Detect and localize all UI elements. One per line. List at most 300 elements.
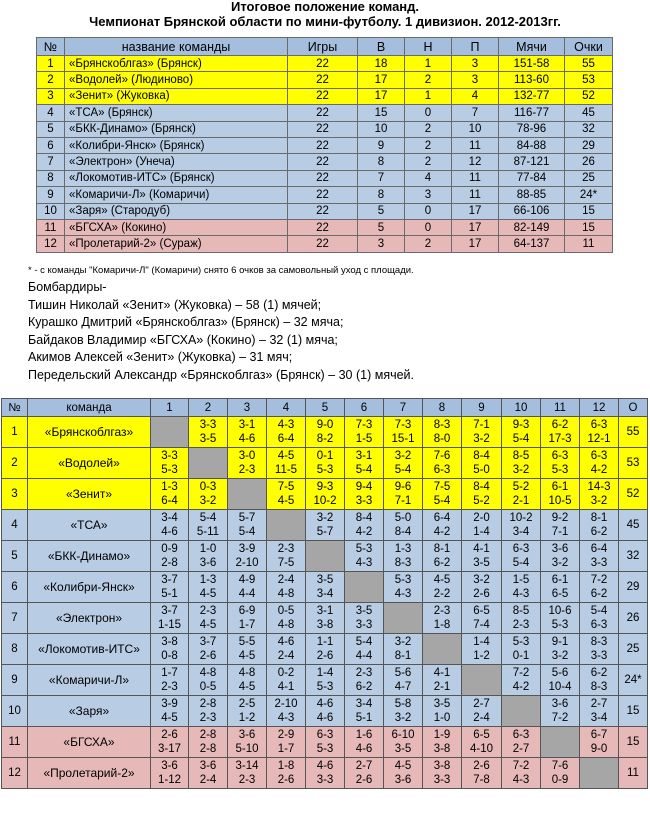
score-home-leg: 5-7 xyxy=(238,512,256,524)
standings-cell: 11 xyxy=(452,137,499,153)
score-home-leg: 2-3 xyxy=(433,605,451,617)
matrix-header-cell: команда xyxy=(28,399,151,417)
score-home-leg: 5-2 xyxy=(512,481,530,493)
matrix-score-cell xyxy=(345,541,384,572)
score-away-leg: 2-2 xyxy=(433,588,451,600)
matrix-diagonal-cell xyxy=(267,510,306,541)
standings-cell: «Заря» (Стародуб) xyxy=(65,203,288,219)
score-away-leg: 4-2 xyxy=(433,526,451,538)
score-home-leg: 2-8 xyxy=(199,698,217,710)
matrix-score-cell xyxy=(541,417,580,448)
score-home-leg: 0-5 xyxy=(277,605,295,617)
score-home-leg: 1-3 xyxy=(199,574,217,586)
matrix-score-cell xyxy=(541,541,580,572)
matrix-row xyxy=(2,479,648,510)
score-away-leg: 5-3 xyxy=(551,619,569,631)
matrix-score-cell xyxy=(189,696,228,727)
score-away-leg: 3-3 xyxy=(316,774,334,786)
standings-cell: 22 xyxy=(288,105,358,121)
score-home-leg: 3-1 xyxy=(238,419,256,431)
score-away-leg: 3-6 xyxy=(199,557,217,569)
matrix-row-number: 11 xyxy=(2,727,28,758)
score-away-leg: 4-3 xyxy=(512,588,530,600)
matrix-score-cell xyxy=(189,758,228,789)
matrix-row-number: 2 xyxy=(2,448,28,479)
matrix-score-cell xyxy=(541,603,580,634)
score-home-leg: 6-3 xyxy=(316,729,334,741)
matrix-row xyxy=(2,572,648,603)
score-away-leg: 6-3 xyxy=(590,619,608,631)
score-away-leg: 5-1 xyxy=(161,588,178,600)
score-home-leg: 5-6 xyxy=(551,667,569,679)
matrix-score-cell xyxy=(423,603,462,634)
score-home-leg: 6-3 xyxy=(551,450,569,462)
score-home-leg: 4-8 xyxy=(199,667,217,679)
score-home-leg: 3-9 xyxy=(161,698,178,710)
standings-cell: 2 xyxy=(405,154,452,170)
score-away-leg: 2-7 xyxy=(512,743,530,755)
standings-cell: 7 xyxy=(37,154,65,170)
score-away-leg: 2-6 xyxy=(277,774,295,786)
matrix-score-cell xyxy=(423,696,462,727)
matrix-score-cell xyxy=(306,696,345,727)
standings-cell: 10 xyxy=(452,121,499,137)
standings-cell: 29 xyxy=(565,137,613,153)
score-home-leg: 1-0 xyxy=(199,543,217,555)
score-home-leg: 0-1 xyxy=(316,450,334,462)
matrix-row xyxy=(2,727,648,758)
standings-cell: 53 xyxy=(565,72,613,88)
matrix-score-cell xyxy=(580,479,619,510)
matrix-header-cell: № xyxy=(2,399,28,417)
matrix-score-cell xyxy=(384,758,423,789)
score-away-leg: 2-3 xyxy=(238,774,256,786)
matrix-score-cell xyxy=(267,665,306,696)
score-home-leg: 8-3 xyxy=(433,419,451,431)
matrix-score-cell xyxy=(502,665,541,696)
score-home-leg: 1-3 xyxy=(394,543,412,555)
standings-row xyxy=(37,88,613,104)
matrix-points: 45 xyxy=(619,510,648,541)
standings-cell: 22 xyxy=(288,219,358,235)
score-away-leg: 7-8 xyxy=(473,774,490,786)
matrix-row xyxy=(2,758,648,789)
score-away-leg: 6-3 xyxy=(433,464,451,476)
scorer-line: Передельский Александр «Брянскоблгаз» (Брянск) – 30 (1) мячей. xyxy=(28,367,415,382)
matrix-row-number: 10 xyxy=(2,696,28,727)
matrix-score-cell xyxy=(580,727,619,758)
matrix-header-cell: 9 xyxy=(462,399,502,417)
matrix-score-cell xyxy=(502,417,541,448)
score-home-leg: 6-5 xyxy=(473,605,490,617)
standings-cell: 8 xyxy=(358,187,405,203)
score-away-leg: 2-6 xyxy=(199,650,217,662)
matrix-team-name: «Брянскоблгаз» xyxy=(28,417,151,448)
score-away-leg: 1-0 xyxy=(433,712,451,724)
standings-cell: 22 xyxy=(288,137,358,153)
score-away-leg: 0-9 xyxy=(551,774,569,786)
standings-cell: 17 xyxy=(452,203,499,219)
matrix-score-cell xyxy=(228,572,267,603)
score-away-leg: 3-3 xyxy=(355,619,373,631)
matrix-row-number: 1 xyxy=(2,417,28,448)
matrix-score-cell xyxy=(541,696,580,727)
score-home-leg: 6-10 xyxy=(391,729,415,741)
matrix-team-name: «Локомотив-ИТС» xyxy=(28,634,151,665)
matrix-header-cell: 6 xyxy=(345,399,384,417)
standings-cell: 5 xyxy=(358,203,405,219)
matrix-team-name: «Зенит» xyxy=(28,479,151,510)
score-away-leg: 4-7 xyxy=(394,681,412,693)
scorer-line: Акимов Алексей «Зенит» (Жуковка) – 31 мяч; xyxy=(28,350,293,364)
matrix-score-cell xyxy=(306,758,345,789)
score-away-leg: 3-4 xyxy=(512,526,530,538)
score-away-leg: 3-8 xyxy=(316,619,334,631)
score-away-leg: 12-1 xyxy=(587,433,611,445)
score-away-leg: 4-3 xyxy=(512,774,530,786)
standings-cell: 3 xyxy=(405,187,452,203)
standings-cell: 151-58 xyxy=(499,56,565,72)
standings-cell: 22 xyxy=(288,72,358,88)
standings-cell: «Электрон» (Унеча) xyxy=(65,154,288,170)
matrix-row-number: 3 xyxy=(2,479,28,510)
matrix-team-name: «Электрон» xyxy=(28,603,151,634)
standings-header-cell: П xyxy=(452,38,499,56)
standings-header-cell: название команды xyxy=(65,38,288,56)
matrix-score-cell xyxy=(502,510,541,541)
score-home-leg: 3-1 xyxy=(316,605,334,617)
score-home-leg: 4-5 xyxy=(277,450,295,462)
standings-cell: 2 xyxy=(405,236,452,252)
score-home-leg: 2-10 xyxy=(274,698,298,710)
matrix-score-cell xyxy=(151,603,189,634)
matrix-row xyxy=(2,448,648,479)
score-home-leg: 8-4 xyxy=(473,481,490,493)
matrix-score-cell xyxy=(423,510,462,541)
score-away-leg: 3-2 xyxy=(512,464,530,476)
standings-cell: 25 xyxy=(565,170,613,186)
score-home-leg: 6-1 xyxy=(551,481,569,493)
standings-cell: 66-106 xyxy=(499,203,565,219)
score-away-leg: 5-2 xyxy=(473,495,490,507)
score-away-leg: 6-2 xyxy=(590,526,608,538)
standings-cell: 17 xyxy=(358,72,405,88)
matrix-score-cell xyxy=(267,572,306,603)
score-away-leg: 6-4 xyxy=(277,433,295,445)
score-away-leg: 2-3 xyxy=(238,464,256,476)
score-home-leg: 9-1 xyxy=(551,636,569,648)
standings-cell: 26 xyxy=(565,154,613,170)
standings-cell: 52 xyxy=(565,88,613,104)
matrix-score-cell xyxy=(502,541,541,572)
score-home-leg: 8-1 xyxy=(590,512,608,524)
score-home-leg: 3-5 xyxy=(355,605,373,617)
matrix-score-cell xyxy=(345,479,384,510)
score-home-leg: 5-3 xyxy=(355,543,373,555)
standings-cell: 8 xyxy=(358,154,405,170)
score-home-leg: 7-6 xyxy=(551,760,569,772)
score-away-leg: 10-2 xyxy=(313,495,337,507)
matrix-score-cell xyxy=(306,510,345,541)
score-home-leg: 5-4 xyxy=(199,512,217,524)
score-home-leg: 10-6 xyxy=(548,605,572,617)
matrix-score-cell xyxy=(189,541,228,572)
matrix-row xyxy=(2,510,648,541)
score-away-leg: 4-2 xyxy=(355,526,373,538)
score-away-leg: 3-2 xyxy=(199,495,217,507)
matrix-score-cell xyxy=(462,510,502,541)
score-home-leg: 0-9 xyxy=(161,543,178,555)
matrix-score-cell xyxy=(189,572,228,603)
standings-cell: 2 xyxy=(405,121,452,137)
score-home-leg: 8-1 xyxy=(433,543,451,555)
matrix-header-cell: 1 xyxy=(151,399,189,417)
matrix-score-cell xyxy=(151,727,189,758)
matrix-score-cell xyxy=(306,572,345,603)
page-subtitle: Чемпионат Брянской области по мини-футболу. 1 дивизион. 2012-2013гг. xyxy=(89,14,561,29)
matrix-score-cell xyxy=(345,696,384,727)
matrix-score-cell xyxy=(189,417,228,448)
standings-cell: 2 xyxy=(37,72,65,88)
score-away-leg: 3-5 xyxy=(473,557,490,569)
score-home-leg: 2-9 xyxy=(277,729,295,741)
score-away-leg: 7-5 xyxy=(277,557,295,569)
matrix-row-number: 6 xyxy=(2,572,28,603)
matrix-header-cell: 11 xyxy=(541,399,580,417)
score-away-leg: 9-0 xyxy=(590,743,608,755)
matrix-score-cell xyxy=(384,510,423,541)
matrix-score-cell xyxy=(541,572,580,603)
standings-cell: 0 xyxy=(405,219,452,235)
score-home-leg: 3-6 xyxy=(199,760,217,772)
standings-cell: «Водолей» (Людиново) xyxy=(65,72,288,88)
matrix-score-cell xyxy=(502,448,541,479)
standings-cell: 77-84 xyxy=(499,170,565,186)
matrix-row-number: 4 xyxy=(2,510,28,541)
score-away-leg: 4-2 xyxy=(590,464,608,476)
score-home-leg: 6-3 xyxy=(512,543,530,555)
score-away-leg: 5-4 xyxy=(512,557,530,569)
score-home-leg: 1-6 xyxy=(355,729,373,741)
matrix-score-cell xyxy=(267,696,306,727)
matrix-score-cell xyxy=(502,758,541,789)
score-away-leg: 1-5 xyxy=(355,433,373,445)
score-away-leg: 6-2 xyxy=(433,557,451,569)
matrix-row-number: 7 xyxy=(2,603,28,634)
score-away-leg: 10-5 xyxy=(548,495,572,507)
matrix-score-cell xyxy=(462,603,502,634)
score-home-leg: 0-3 xyxy=(199,481,217,493)
matrix-score-cell xyxy=(189,510,228,541)
matrix-score-cell xyxy=(228,510,267,541)
matrix-header-cell: 12 xyxy=(580,399,619,417)
standings-header-cell: Мячи xyxy=(499,38,565,56)
matrix-score-cell xyxy=(189,634,228,665)
standings-cell: 11 xyxy=(452,170,499,186)
score-home-leg: 3-5 xyxy=(316,574,334,586)
score-home-leg: 4-9 xyxy=(238,574,256,586)
matrix-score-cell xyxy=(345,603,384,634)
standings-header-row xyxy=(37,38,613,56)
matrix-header-cell: 10 xyxy=(502,399,541,417)
standings-row xyxy=(37,56,613,72)
standings-cell: 22 xyxy=(288,88,358,104)
standings-cell: 55 xyxy=(565,56,613,72)
score-away-leg: 3-2 xyxy=(590,495,608,507)
score-home-leg: 2-8 xyxy=(199,729,217,741)
standings-cell: 15 xyxy=(565,203,613,219)
matrix-team-name: «ТСА» xyxy=(28,510,151,541)
matrix-score-cell xyxy=(151,510,189,541)
matrix-score-cell xyxy=(267,758,306,789)
matrix-score-cell xyxy=(502,479,541,510)
standings-cell: 17 xyxy=(452,236,499,252)
matrix-score-cell xyxy=(462,696,502,727)
score-home-leg: 9-0 xyxy=(316,419,334,431)
score-home-leg: 2-5 xyxy=(238,698,256,710)
matrix-score-cell xyxy=(384,727,423,758)
score-away-leg: 1-15 xyxy=(157,619,182,631)
standings-cell: 22 xyxy=(288,56,358,72)
score-away-leg: 7-1 xyxy=(394,495,412,507)
standings-cell: 10 xyxy=(37,203,65,219)
score-home-leg: 1-4 xyxy=(316,667,334,679)
standings-cell: 8 xyxy=(37,170,65,186)
matrix-score-cell xyxy=(423,572,462,603)
standings-cell: 17 xyxy=(452,219,499,235)
matrix-points: 55 xyxy=(619,417,648,448)
matrix-score-cell xyxy=(306,603,345,634)
score-home-leg: 3-6 xyxy=(161,760,178,772)
score-home-leg: 9-6 xyxy=(394,481,412,493)
matrix-diagonal-cell xyxy=(541,727,580,758)
standings-cell: 22 xyxy=(288,170,358,186)
matrix-diagonal-cell xyxy=(502,696,541,727)
score-away-leg: 4-4 xyxy=(238,588,256,600)
standings-cell: 5 xyxy=(358,219,405,235)
matrix-score-cell xyxy=(580,696,619,727)
standings-cell: 2 xyxy=(405,72,452,88)
scorer-line: Байдаков Владимир «БГСХА» (Кокино) – 32 (1) мяча; xyxy=(28,332,338,347)
score-away-leg: 2-1 xyxy=(433,681,451,693)
matrix-score-cell xyxy=(151,541,189,572)
score-away-leg: 4-3 xyxy=(277,712,295,724)
score-home-leg: 3-2 xyxy=(473,574,490,586)
standings-cell: 87-121 xyxy=(499,154,565,170)
score-home-leg: 3-2 xyxy=(316,512,334,524)
matrix-score-cell xyxy=(502,603,541,634)
score-home-leg: 7-1 xyxy=(473,419,490,431)
matrix-score-cell xyxy=(502,727,541,758)
matrix-score-cell xyxy=(541,448,580,479)
matrix-score-cell xyxy=(345,448,384,479)
matrix-score-cell xyxy=(384,541,423,572)
score-away-leg: 2-8 xyxy=(161,557,178,569)
score-home-leg: 6-4 xyxy=(433,512,451,524)
score-home-leg: 5-6 xyxy=(394,667,412,679)
matrix-row xyxy=(2,603,648,634)
score-away-leg: 3-3 xyxy=(590,557,608,569)
matrix-score-cell xyxy=(228,727,267,758)
matrix-score-cell xyxy=(189,479,228,510)
matrix-points: 15 xyxy=(619,696,648,727)
standings-cell: 45 xyxy=(565,105,613,121)
matrix-score-cell xyxy=(580,572,619,603)
score-away-leg: 3-2 xyxy=(394,712,412,724)
matrix-score-cell xyxy=(306,634,345,665)
matrix-header-cell: 2 xyxy=(189,399,228,417)
matrix-score-cell xyxy=(189,603,228,634)
score-home-leg: 7-5 xyxy=(433,481,451,493)
matrix-points: 11 xyxy=(619,758,648,789)
score-home-leg: 6-4 xyxy=(590,543,608,555)
score-away-leg: 2-1 xyxy=(512,495,530,507)
score-home-leg: 0-2 xyxy=(277,667,295,679)
score-away-leg: 2-4 xyxy=(277,650,295,662)
matrix-score-cell xyxy=(151,634,189,665)
standings-cell: 64-137 xyxy=(499,236,565,252)
score-away-leg: 4-5 xyxy=(161,712,178,724)
score-home-leg: 5-0 xyxy=(394,512,412,524)
standings-row xyxy=(37,121,613,137)
matrix-score-cell xyxy=(580,417,619,448)
score-home-leg: 7-3 xyxy=(394,419,412,431)
score-home-leg: 1-5 xyxy=(512,574,530,586)
score-home-leg: 9-3 xyxy=(512,419,530,431)
score-home-leg: 1-4 xyxy=(473,636,490,648)
score-home-leg: 7-3 xyxy=(355,419,373,431)
standings-header-cell: № xyxy=(37,38,65,56)
matrix-team-name: «Колибри-Янск» xyxy=(28,572,151,603)
score-away-leg: 4-10 xyxy=(469,743,494,755)
score-home-leg: 4-5 xyxy=(394,760,412,772)
standings-cell: 12 xyxy=(37,236,65,252)
standings-header-cell: Н xyxy=(405,38,452,56)
score-away-leg: 3-4 xyxy=(316,588,334,600)
standings-header-cell: Игры xyxy=(288,38,358,56)
matrix-diagonal-cell xyxy=(151,417,189,448)
matrix-score-cell xyxy=(423,665,462,696)
score-away-leg: 7-4 xyxy=(473,619,490,631)
score-home-leg: 5-8 xyxy=(394,698,412,710)
matrix-score-cell xyxy=(151,448,189,479)
matrix-score-cell xyxy=(580,541,619,572)
score-away-leg: 5-3 xyxy=(316,464,334,476)
standings-row xyxy=(37,137,613,153)
score-away-leg: 5-4 xyxy=(433,495,451,507)
matrix-header-cell: 4 xyxy=(267,399,306,417)
score-home-leg: 2-7 xyxy=(473,698,490,710)
standings-row xyxy=(37,105,613,121)
standings-cell: 22 xyxy=(288,154,358,170)
score-away-leg: 3-5 xyxy=(199,433,217,445)
matrix-diagonal-cell xyxy=(228,479,267,510)
score-home-leg: 1-3 xyxy=(161,481,178,493)
score-home-leg: 5-3 xyxy=(394,574,412,586)
standings-cell: 84-88 xyxy=(499,137,565,153)
matrix-score-cell xyxy=(423,448,462,479)
matrix-score-cell xyxy=(151,572,189,603)
matrix-team-name: «БГСХА» xyxy=(28,727,151,758)
score-away-leg: 5-7 xyxy=(316,526,334,538)
score-away-leg: 8-1 xyxy=(394,650,412,662)
matrix-row xyxy=(2,665,648,696)
scorer-line: Тишин Николай «Зенит» (Жуковка) – 58 (1) мячей; xyxy=(28,297,322,312)
matrix-score-cell xyxy=(423,758,462,789)
score-away-leg: 11-5 xyxy=(274,464,298,476)
matrix-score-cell xyxy=(384,448,423,479)
score-away-leg: 3-2 xyxy=(551,650,569,662)
